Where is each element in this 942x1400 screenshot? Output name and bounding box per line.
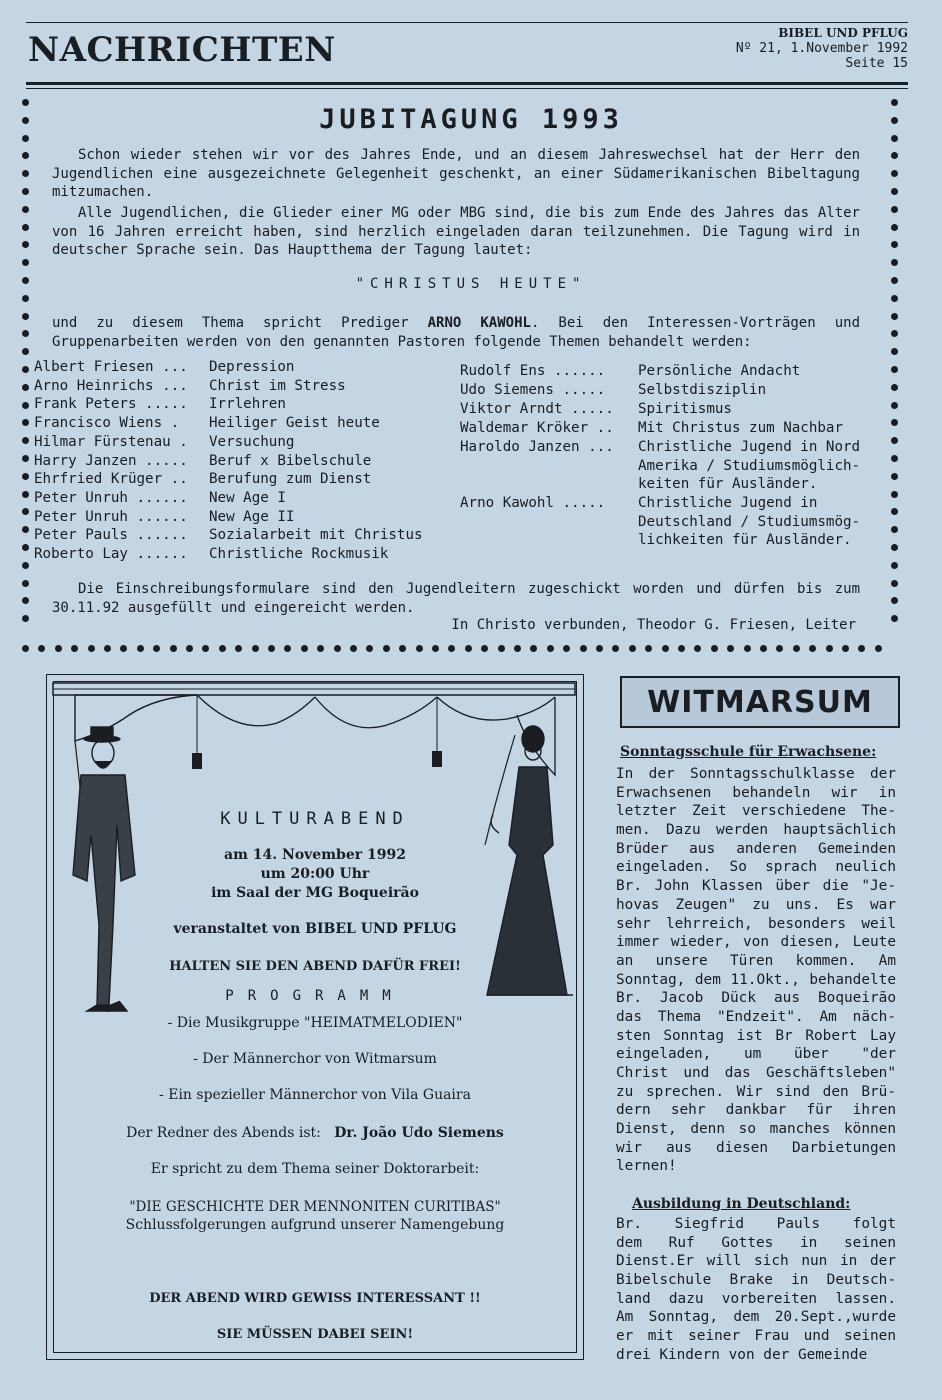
- border-dot: [71, 645, 78, 652]
- speaker-name: Hilmar Fürstenau .: [34, 433, 188, 450]
- column-line: sehr lehrreich, besonders weil: [616, 915, 896, 932]
- border-dot: [22, 366, 29, 373]
- speaker-row: [34, 470, 434, 489]
- border-dot: [891, 597, 898, 604]
- border-dot: [22, 259, 29, 266]
- poster-time: um 20:00 Uhr: [260, 866, 370, 882]
- border-dot: [22, 473, 29, 480]
- border-dot: [301, 645, 308, 652]
- article-signature: In Christo verbunden, Theodor G. Friesen, Leiter: [451, 617, 856, 633]
- speaker-topic: Christ im Stress: [209, 377, 346, 394]
- speaker-topic: lichkeiten für Ausländer.: [638, 532, 852, 549]
- speaker-topic: Depression: [209, 359, 295, 375]
- border-dot: [793, 645, 800, 652]
- border-dot: [252, 645, 259, 652]
- column-line: land dazu vorbereiten lassen.: [616, 1290, 896, 1307]
- column-line: eingeladen. So sprach neulich: [616, 859, 896, 876]
- column-line: Brüder aus anderen Gemeinden: [616, 840, 896, 857]
- border-dot: [662, 645, 669, 652]
- poster-topic-intro: Er spricht zu dem Thema seiner Doktorarbeit:: [150, 1161, 480, 1177]
- column-line: letzter Zeit verschiedene The-: [616, 803, 896, 820]
- speaker-topic: Heiliger Geist heute: [209, 415, 380, 432]
- speaker-topic: Sozialarbeit mit Christus: [209, 527, 423, 544]
- border-dot: [350, 645, 357, 652]
- speaker-name: Francisco Wiens .: [34, 415, 180, 432]
- column-line: Am Sonntag, dem 20.Sept.,wurde: [616, 1309, 896, 1326]
- issue-number: Nº 21, 1.November 1992: [735, 41, 908, 56]
- border-dot: [22, 295, 29, 302]
- border-dot: [891, 615, 898, 622]
- border-dot: [120, 645, 127, 652]
- column-line: dern sehr dankbar für ihren: [616, 1102, 896, 1119]
- border-dot: [891, 206, 898, 213]
- border-dot: [22, 224, 29, 231]
- border-dot: [629, 645, 636, 652]
- speaker-topic: Christliche Jugend in Nord: [638, 439, 861, 455]
- border-dot: [858, 645, 865, 652]
- border-dot: [383, 645, 390, 652]
- speaker-name: Ehrfried Krüger ..: [34, 471, 188, 488]
- border-dot: [891, 402, 898, 409]
- poster-thesis-title: "DIE GESCHICHTE DER MENNONITEN CURITIBAS": [129, 1199, 501, 1215]
- speaker-name: Peter Pauls ......: [34, 527, 188, 544]
- border-dot: [465, 645, 472, 652]
- border-dot: [22, 562, 29, 569]
- masthead-top-rule: [26, 22, 908, 23]
- column-line: immer wieder, von diesen, Leute: [616, 934, 896, 951]
- witmarsum-title: WITMARSUM: [647, 685, 873, 720]
- border-dot: [22, 135, 29, 142]
- border-dot: [580, 645, 587, 652]
- speaker-row: [460, 438, 890, 493]
- column-line: lernen!: [616, 1158, 677, 1175]
- speaker-name: Viktor Arndt .....: [460, 401, 614, 417]
- article-paragraph-1: Schon wieder stehen wir vor des Jahres Ende, und an diesem Jahreswechsel hat der Herr den Jugendlichen eine ausgezeichnete Gelegenheit geschenkt, an einer Südamerikanischen Bibeltagung mitzumachen.: [52, 147, 860, 201]
- column-line: In der Sonntagsschulklasse der: [616, 766, 896, 782]
- border-dot: [22, 419, 29, 426]
- speaker-name: Frank Peters .....: [34, 396, 188, 413]
- speaker-topic: Amerika / Studiumsmöglich-: [638, 457, 861, 474]
- column-line: men. Dazu werden hauptsächlich: [616, 822, 896, 839]
- page-number: Seite 15: [845, 56, 908, 71]
- publication-name: BIBEL UND PFLUG: [778, 26, 908, 40]
- border-dot: [891, 259, 898, 266]
- border-dot: [891, 313, 898, 320]
- program-item: - Der Männerchor von Witmarsum: [193, 1051, 437, 1067]
- border-dot: [22, 597, 29, 604]
- border-dot: [547, 645, 554, 652]
- speaker-row: [34, 526, 434, 545]
- border-dot: [22, 313, 29, 320]
- speaker-name: Peter Unruh ......: [34, 489, 188, 506]
- border-dot: [153, 645, 160, 652]
- speaker-row: [34, 545, 434, 564]
- speaker-topic: Versuchung: [209, 433, 295, 450]
- border-dot: [202, 645, 209, 652]
- border-dot: [22, 188, 29, 195]
- border-dot: [891, 437, 898, 444]
- column-line: Bibelschule Brake in Deutsch-: [616, 1272, 896, 1289]
- speaker-row: [460, 362, 890, 381]
- border-dot: [891, 188, 898, 195]
- border-dot: [891, 295, 898, 302]
- border-dot: [891, 455, 898, 462]
- border-dot: [563, 645, 570, 652]
- border-dot: [22, 206, 29, 213]
- speaker-row: [460, 381, 890, 400]
- border-dot: [22, 437, 29, 444]
- border-dot: [432, 645, 439, 652]
- speaker-name: Haroldo Janzen ...: [460, 439, 614, 455]
- border-dot: [891, 491, 898, 498]
- article-closing: Die Einschreibungsformulare sind den Jugendleitern zugeschickt worden und dürfen bis zum 30.11.92 ausgefüllt und eingereicht werden.: [52, 581, 860, 616]
- border-dot: [22, 330, 29, 337]
- poster-speaker-name: Dr. João Udo Siemens: [334, 1125, 504, 1141]
- column-line: Sonntag, dem 11.Okt., behandelte: [616, 971, 896, 988]
- column-line: dem Ruf Gottes in seinen: [616, 1234, 896, 1251]
- kulturabend-poster: [46, 674, 584, 1360]
- speaker-topic: New Age II: [209, 508, 295, 525]
- speaker-name: Arno Kawohl .....: [460, 495, 606, 511]
- speaker-topic: Beruf x Bibelschule: [209, 452, 372, 469]
- speaker-row: [34, 414, 434, 433]
- masthead-bottom-rule-thin: [26, 88, 908, 89]
- poster-venue: im Saal der MG Boqueirão: [211, 885, 419, 901]
- border-dot: [22, 544, 29, 551]
- border-dot: [22, 491, 29, 498]
- border-dot: [235, 645, 242, 652]
- border-dot: [22, 526, 29, 533]
- border-dot: [891, 224, 898, 231]
- border-dot: [55, 645, 62, 652]
- column-line: er mit seiner Frau und seinen: [616, 1328, 896, 1345]
- section1-heading: Sonntagsschule für Erwachsene:: [620, 744, 877, 760]
- border-dot: [317, 645, 324, 652]
- border-dot: [22, 170, 29, 177]
- border-dot: [596, 645, 603, 652]
- speaker-row: [460, 400, 890, 419]
- poster-programm-label: PROGRAMM: [225, 988, 405, 1004]
- speaker-topic: Persönliche Andacht: [638, 363, 801, 379]
- border-dot: [645, 645, 652, 652]
- border-dot: [891, 562, 898, 569]
- speaker-row: [460, 494, 890, 549]
- border-dot: [22, 645, 29, 652]
- column-line: Br. Siegfrid Pauls folgt: [616, 1216, 896, 1232]
- border-dot: [891, 580, 898, 587]
- border-dot: [891, 544, 898, 551]
- border-dot: [891, 419, 898, 426]
- border-dot: [891, 366, 898, 373]
- column-line: das Thema "Endzeit". Am näch-: [616, 1008, 896, 1025]
- column-line: Erwachsenen behandeln wir in: [616, 784, 896, 801]
- border-dot: [891, 348, 898, 355]
- section-title: NACHRICHTEN: [28, 30, 336, 70]
- border-dot: [88, 645, 95, 652]
- border-dot: [399, 645, 406, 652]
- poster-closing-2: SIE MÜSSEN DABEI SEIN!: [216, 1327, 414, 1342]
- speaker-row: [460, 419, 890, 438]
- poster-speaker-line: Der Redner des Abends ist: Dr. João Udo Siemens: [126, 1125, 504, 1141]
- column-line: an unsere Türen kommen. Am: [616, 952, 896, 969]
- speaker-name: Roberto Lay ......: [34, 546, 188, 562]
- speaker-name: Arno Heinrichs ...: [34, 377, 188, 394]
- border-dot: [284, 645, 291, 652]
- section2-heading: Ausbildung in Deutschland:: [632, 1196, 851, 1212]
- column-line: eingeladen, um über "der: [616, 1046, 896, 1063]
- border-dot: [22, 241, 29, 248]
- border-dot: [530, 645, 537, 652]
- poster-reserve: HALTEN SIE DEN ABEND DAFÜR FREI!: [169, 959, 461, 974]
- poster-title: KULTURABEND: [220, 809, 410, 829]
- section2-text: [616, 1215, 896, 1365]
- border-dot: [219, 645, 226, 652]
- border-dot: [891, 241, 898, 248]
- border-dot: [875, 645, 882, 652]
- poster-thesis-subtitle: Schlussfolgerungen aufgrund unserer Namengebung: [125, 1217, 505, 1233]
- speaker-topic: Mit Christus zum Nachbar: [638, 420, 843, 436]
- border-dot: [891, 152, 898, 159]
- article-paragraph-3: und zu diesem Thema spricht Prediger ARNO KAWOHL. Bei den Interessen-Vorträgen und Gruppenarbeiten werden von den genannten Pastoren folgende Themen behandelt werden:: [52, 315, 860, 350]
- issue-info: [736, 26, 908, 71]
- border-dot: [22, 384, 29, 391]
- border-dot: [22, 455, 29, 462]
- border-dot: [678, 645, 685, 652]
- border-dot: [22, 508, 29, 515]
- article-paragraph-2: Alle Jugendlichen, die Glieder einer MG oder MBG sind, die bis zum Ende des Jahres das Alter von 16 Jahren erreicht haben, sind herzlich eingeladen daran teilzunehmen. Die Tagung wird in deutscher Sprache sein. Das Hauptthema der Tagung lautet:: [52, 205, 860, 259]
- poster-date: am 14. November 1992: [224, 847, 406, 863]
- border-dot: [498, 645, 505, 652]
- border-dot: [727, 645, 734, 652]
- speaker-name: Harry Janzen .....: [34, 452, 188, 469]
- speaker-row: [34, 489, 434, 508]
- article-title: JUBITAGUNG 1993: [319, 104, 623, 135]
- speaker-topic: Christliche Jugend in: [638, 495, 818, 511]
- border-dot: [104, 645, 111, 652]
- masthead-bottom-rule: [26, 82, 908, 85]
- border-dot: [891, 384, 898, 391]
- speaker-name: Peter Unruh ......: [34, 508, 188, 525]
- speaker-topic: Berufung zum Dienst: [209, 471, 372, 488]
- border-dot: [481, 645, 488, 652]
- border-dot: [694, 645, 701, 652]
- speaker-row: [34, 433, 434, 452]
- speaker-topic: Irrlehren: [209, 396, 286, 413]
- border-dot: [826, 645, 833, 652]
- border-dot: [416, 645, 423, 652]
- border-dot: [22, 348, 29, 355]
- border-dot: [514, 645, 521, 652]
- border-dot: [268, 645, 275, 652]
- speaker-name: Waldemar Kröker ..: [460, 420, 614, 436]
- main-speaker-name: ARNO KAWOHL: [427, 315, 531, 331]
- border-dot: [22, 580, 29, 587]
- column-line: Dienst, denn so manches können: [616, 1121, 896, 1138]
- column-line: Br. Jacob Dück aus Boqueirão: [616, 990, 896, 1007]
- speaker-row: [34, 358, 434, 377]
- column-line: zu sprechen. Wir sind den Brü-: [616, 1083, 896, 1100]
- speaker-topic: Christliche Rockmusik: [209, 546, 389, 562]
- column-line: sten Sonntag ist Br Robert Lay: [616, 1027, 896, 1044]
- speaker-topic: keiten für Ausländer.: [638, 476, 818, 493]
- border-dot: [842, 645, 849, 652]
- section1-text: [616, 765, 896, 1176]
- column-line: Br. John Klassen über die "Je-: [616, 878, 896, 895]
- border-dot: [38, 645, 45, 652]
- column-line: hovas Zeugen" zu uns. Es war: [616, 896, 896, 913]
- border-dot: [22, 615, 29, 622]
- border-dot: [612, 645, 619, 652]
- speaker-row: [34, 508, 434, 527]
- border-dot: [22, 152, 29, 159]
- speaker-name: Rudolf Ens ......: [460, 363, 606, 379]
- poster-organizer: veranstaltet von BIBEL UND PFLUG: [173, 921, 457, 937]
- border-dot: [809, 645, 816, 652]
- poster-closing-1: DER ABEND WIRD GEWISS INTERESSANT !!: [149, 1291, 481, 1306]
- border-dot: [366, 645, 373, 652]
- border-dot: [891, 330, 898, 337]
- border-dot: [776, 645, 783, 652]
- column-line: drei Kindern von der Gemeinde: [616, 1346, 868, 1363]
- witmarsum-title-box: [620, 676, 900, 728]
- border-dot: [170, 645, 177, 652]
- speaker-topic: Deutschland / Studiumsmög-: [638, 513, 861, 530]
- column-line: Christ und das Geschäftsleben": [616, 1065, 896, 1081]
- border-dot: [448, 645, 455, 652]
- conference-theme: "CHRISTUS HEUTE": [355, 276, 587, 292]
- border-dot: [711, 645, 718, 652]
- column-line: wir aus diesen Darbietungen: [616, 1139, 896, 1156]
- border-dot: [22, 402, 29, 409]
- border-dot: [891, 135, 898, 142]
- border-dot: [891, 170, 898, 177]
- border-dot: [760, 645, 767, 652]
- speaker-name: Udo Siemens .....: [460, 382, 606, 398]
- speaker-topic: New Age I: [209, 489, 286, 506]
- speaker-row: [34, 395, 434, 414]
- border-dot: [891, 508, 898, 515]
- border-dot: [137, 645, 144, 652]
- speaker-row: [34, 452, 434, 471]
- border-dot: [744, 645, 751, 652]
- speaker-topic: Spiritismus: [638, 401, 732, 417]
- program-item: - Ein spezieller Männerchor von Vila Guaira: [159, 1087, 471, 1103]
- border-dot: [891, 473, 898, 480]
- border-dot: [186, 645, 193, 652]
- speaker-topic: Selbstdisziplin: [638, 382, 767, 398]
- speaker-name: Albert Friesen ...: [34, 359, 188, 375]
- speaker-row: [34, 377, 434, 396]
- border-dot: [891, 526, 898, 533]
- program-item: - Die Musikgruppe "HEIMATMELODIEN": [167, 1015, 463, 1031]
- border-dot: [334, 645, 341, 652]
- column-line: Dienst.Er will sich nun in der: [616, 1253, 896, 1270]
